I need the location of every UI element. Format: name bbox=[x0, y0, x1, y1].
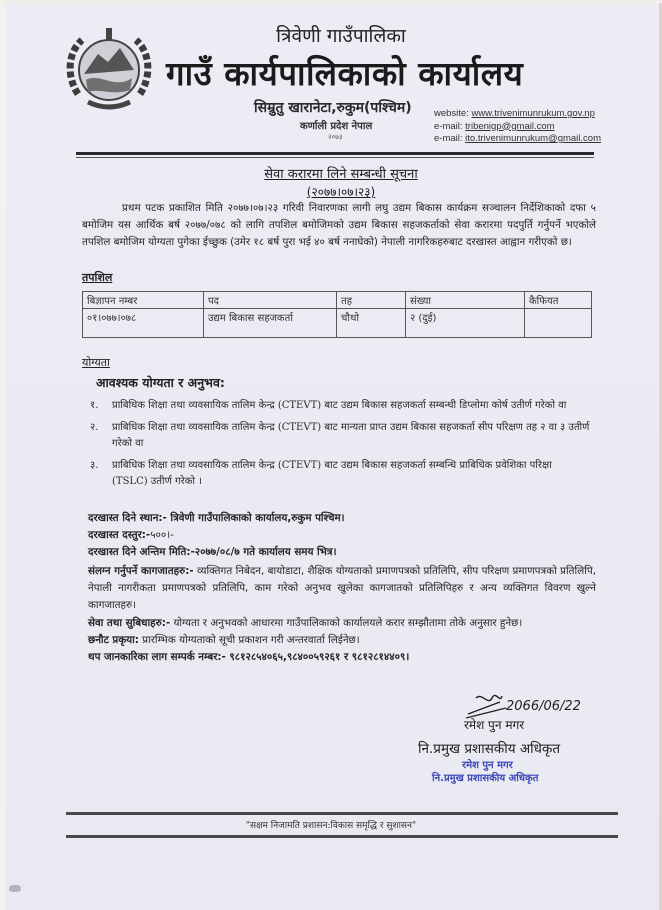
email-link-primary[interactable]: tribenigp@gmail.com bbox=[465, 120, 555, 132]
field-label: दरखास्त दस्तुर:- bbox=[88, 529, 151, 541]
email-label: e-mail: bbox=[434, 120, 463, 132]
website-label: website: bbox=[434, 108, 469, 119]
field-value: ५००।- bbox=[150, 529, 174, 541]
footer-divider-top bbox=[66, 812, 618, 815]
footer-motto: "सक्षम निजामति प्रशासन:विकास समृद्धि र सुशासन" bbox=[245, 821, 417, 831]
col-post: पद bbox=[204, 292, 337, 309]
list-item-text: प्राबिधिक शिक्षा तथा व्यवसायिक तालिम केन्द्र (CTEVT) बाट उद्यम बिकास सहजकर्ता सम्बन्धि प्राबिधिक प्रवेशिका परिक्षा (TSLC) उतीर्ण गरेको । bbox=[112, 460, 552, 487]
list-item-number: १. bbox=[90, 400, 99, 411]
field-value: ९८१२८५४०६५,९८४००५९२६१ र ९८१२८१४४०९। bbox=[225, 651, 410, 663]
col-level: तह bbox=[337, 292, 406, 309]
cell-remarks bbox=[525, 309, 592, 338]
scan-edge-left bbox=[0, 0, 6, 910]
footer-divider-bottom bbox=[66, 835, 618, 838]
cell-post: उद्यम बिकास सहजकर्ता bbox=[204, 309, 337, 338]
contact-block bbox=[434, 108, 601, 146]
col-remarks: कैफियत bbox=[525, 292, 592, 309]
signatory-title: नि.प्रमुख प्रशासकीय अधिकृत bbox=[418, 741, 561, 757]
notice-date bbox=[0, 183, 662, 200]
scan-smudge bbox=[9, 885, 21, 892]
field-label: सेवा तथा सुबिधाहरु:- bbox=[88, 617, 171, 629]
required-documents bbox=[88, 563, 596, 614]
cell-level: चौथो bbox=[337, 309, 406, 338]
established-year: २०७३ bbox=[328, 133, 343, 141]
stamp-title: नि.प्रमुख प्रशासकीय अधिकृत bbox=[432, 773, 539, 784]
notice-intro: प्रथम पटक प्रकाशित मिति २०७७।०७।२३ गरिवी निवारणका लागी लघु उद्यम बिकास कार्यक्रम सञ्चालन निर्देशिकाको दफा ५ बमोजिम यस आर्थिक बर्ष २०७७/०७८ को लागि तपशिल बमोजिमको उद्यम बिकास सहजकर्ताको सेवा करारमा पदपुर्ति गर्नुपर्ने भएकोले तपशिल बमोजिम योग्यता पुगेका ईच्छुक (उमेर १८ बर्ष पुरा भई ४० बर्ष ननाघेको) नेपाली नागरिकहरुबाट दरखास्त आह्वान गरीएको छ। bbox=[82, 202, 596, 248]
contact-numbers bbox=[88, 649, 596, 666]
list-item bbox=[90, 398, 590, 414]
office-address: सिम्रुतु खारानेटा,रुकुम(पश्चिम) bbox=[254, 100, 412, 116]
vacancy-table bbox=[82, 291, 592, 338]
qualification-list bbox=[90, 398, 590, 496]
signature-date: 2066/06/22 bbox=[506, 699, 581, 714]
list-item bbox=[90, 458, 590, 490]
field-label: थप जानकारिका लाग सम्पर्क नम्बर:- bbox=[88, 651, 226, 663]
list-item bbox=[90, 420, 590, 452]
field-label: दरखास्त दिने स्थान:- bbox=[88, 512, 167, 524]
field-label: संलग्न गर्नुपर्ने कागजातहरु:- bbox=[88, 565, 194, 577]
field-label: छनौट प्रकृया: bbox=[88, 634, 139, 646]
services-facilities bbox=[88, 615, 596, 632]
col-ad-number: बिज्ञापन नम्बर bbox=[83, 292, 204, 309]
field-value: प्रारम्भिक योग्यताको सूची प्रकाशन गरी अन्तरवार्ता लिईनेछ। bbox=[138, 634, 360, 646]
list-item-number: ३. bbox=[90, 460, 99, 471]
notice-title bbox=[0, 164, 662, 182]
details-label: तपशिल bbox=[82, 271, 113, 284]
scan-edge-top bbox=[0, 0, 662, 3]
municipality-name: त्रिवेणी गाउँपालिका bbox=[276, 25, 406, 47]
field-value: योग्यता र अनुभवको आधारमा गाउँपालिकाको कार्यालयले करार सम्झौतामा तोके अनुसार हुनेछ। bbox=[170, 617, 523, 629]
field-value: व्यक्तिगत निबेदन, बायोडाटा, शैक्षिक योग्यताको प्रमाणपत्रको प्रतिलिपि, सीप परिक्षण प्रमाणपत्रको प्रतिलिपि, नेपाली नागरीकता प्रमाणपत्रको प्रतिलिपि, काम गरेको अनुभव खुलेका कागजातको प्रतिलिपिहरु र अन्य व्यक्तिगत विवरण खुल्ने कागजातहरु। bbox=[88, 565, 596, 611]
list-item-text: प्राबिधिक शिक्षा तथा व्यवसायिक तालिम केन्द्र (CTEVT) बाट मान्यता प्राप्त उद्यम बिकास सहजकर्ता सीप परिक्षण तह २ वा ३ उतीर्ण गरेको वा bbox=[112, 422, 590, 449]
list-item-text: प्राबिधिक शिक्षा तथा व्यवसायिक तालिम केन्द्र (CTEVT) बाट उद्यम बिकास सहजकर्ता सम्बन्धी डिप्लोमा कोर्ष उतीर्ण गरेको वा bbox=[112, 400, 567, 411]
signatory-name: रमेश पुन मगर bbox=[464, 718, 525, 732]
email-label: e-mail: bbox=[434, 133, 463, 144]
cell-count: २ (दुई) bbox=[406, 309, 525, 338]
application-place bbox=[88, 510, 596, 527]
stamp-name: रमेश पुन मगर bbox=[462, 760, 513, 771]
application-fee bbox=[88, 527, 596, 544]
qualification-heading: आवश्यक योग्यता र अनुभव: bbox=[96, 375, 225, 390]
field-value: २०७७/०८/७ गते कार्यालय समय भित्र। bbox=[194, 546, 337, 558]
selection-process bbox=[88, 632, 596, 649]
table-header-row bbox=[83, 292, 592, 309]
cell-ad-number: ०१।०७७।०७८ bbox=[83, 309, 204, 338]
province: कर्णाली प्रदेश नेपाल bbox=[300, 121, 373, 132]
header-divider-thin bbox=[76, 157, 594, 158]
application-deadline bbox=[88, 544, 596, 561]
header-divider bbox=[76, 152, 594, 155]
email-link-it[interactable]: ito.trivenimunrukum@gmail.com bbox=[465, 133, 601, 144]
website-link[interactable]: www.trivenimunrukum.gov.np bbox=[471, 108, 595, 119]
notice-date-text: (२०७७।०७।२३) bbox=[306, 185, 376, 199]
notice-title-text: सेवा करारमा लिने सम्बन्धी सूचना bbox=[264, 167, 418, 182]
col-count: संख्या bbox=[406, 292, 525, 309]
office-title: गाउँ कार्यपालिकाको कार्यालय bbox=[166, 54, 524, 93]
field-value: त्रिवेणी गाउँपालिकाको कार्यालय,रुकुम पश्चिम। bbox=[166, 512, 345, 524]
table-row bbox=[83, 309, 592, 338]
qualification-label: योग्यता bbox=[82, 356, 110, 369]
field-label: दरखास्त दिने अन्तिम मिति:- bbox=[88, 546, 195, 558]
list-item-number: २. bbox=[90, 422, 99, 433]
